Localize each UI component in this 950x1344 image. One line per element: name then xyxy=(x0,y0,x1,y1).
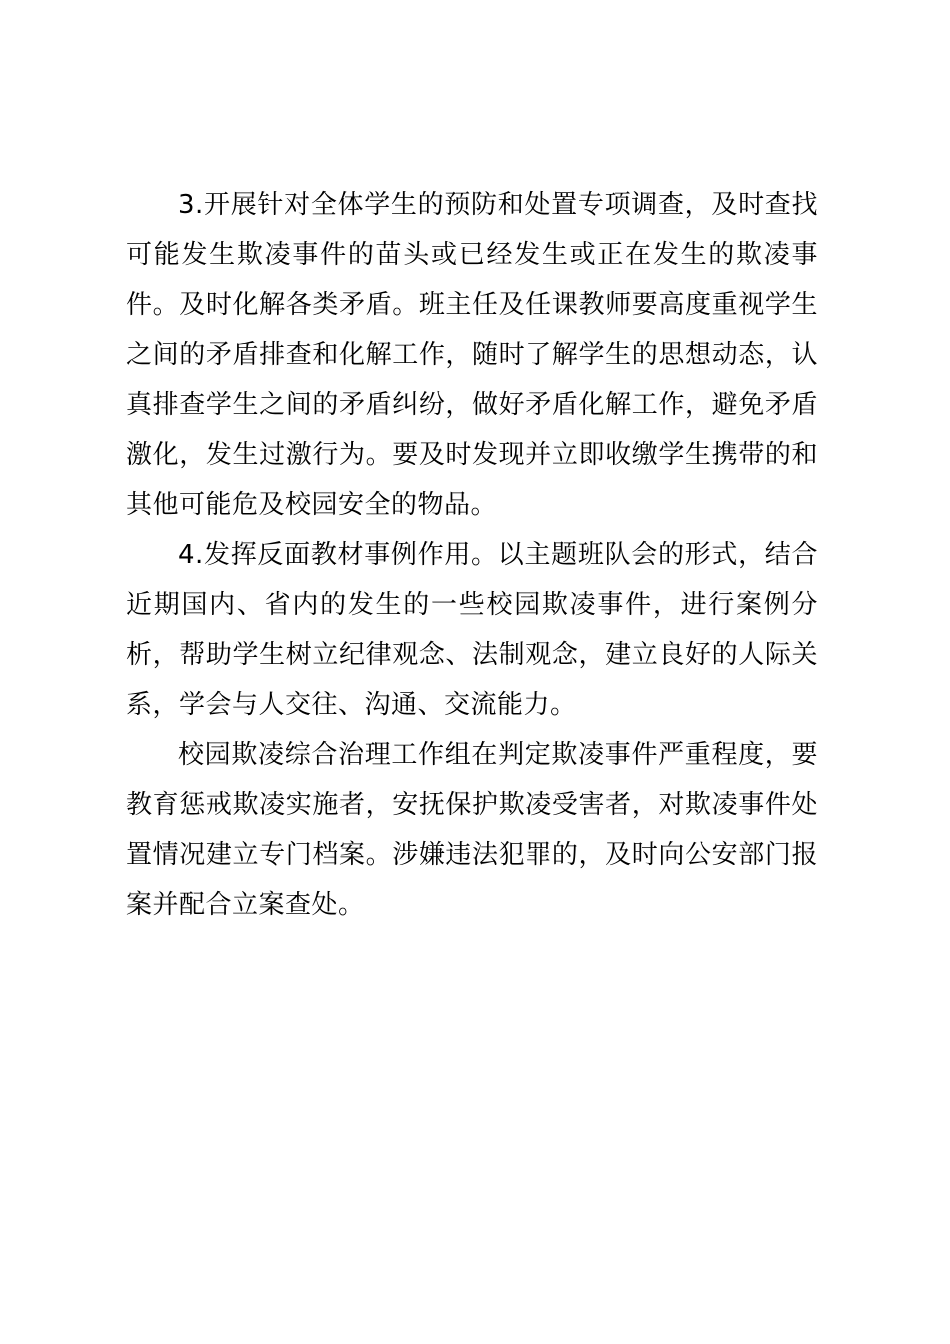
document-body xyxy=(126,180,818,930)
paragraph-item-3: 3.开展针对全体学生的预防和处置专项调查，及时查找可能发生欺凌事件的苗头或已经发生或正在发生的欺凌事件。及时化解各类矛盾。班主任及任课教师要高度重视学生之间的矛盾排查和化解工作，随时了解学生的思想动态，认真排查学生之间的矛盾纠纷，做好矛盾化解工作，避免矛盾激化，发生过激行为。要及时发现并立即收缴学生携带的和其他可能危及校园安全的物品。 xyxy=(126,190,818,520)
paragraph-conclusion: 校园欺凌综合治理工作组在判定欺凌事件严重程度，要教育惩戒欺凌实施者，安抚保护欺凌受害者，对欺凌事件处置情况建立专门档案。涉嫌违法犯罪的，及时向公安部门报案并配合立案查处。 xyxy=(126,740,818,920)
paragraph-item-4: 4.发挥反面教材事例作用。以主题班队会的形式，结合近期国内、省内的发生的一些校园欺凌事件，进行案例分析，帮助学生树立纪律观念、法制观念，建立良好的人际关系，学会与人交往、沟通、交流能力。 xyxy=(126,540,818,720)
